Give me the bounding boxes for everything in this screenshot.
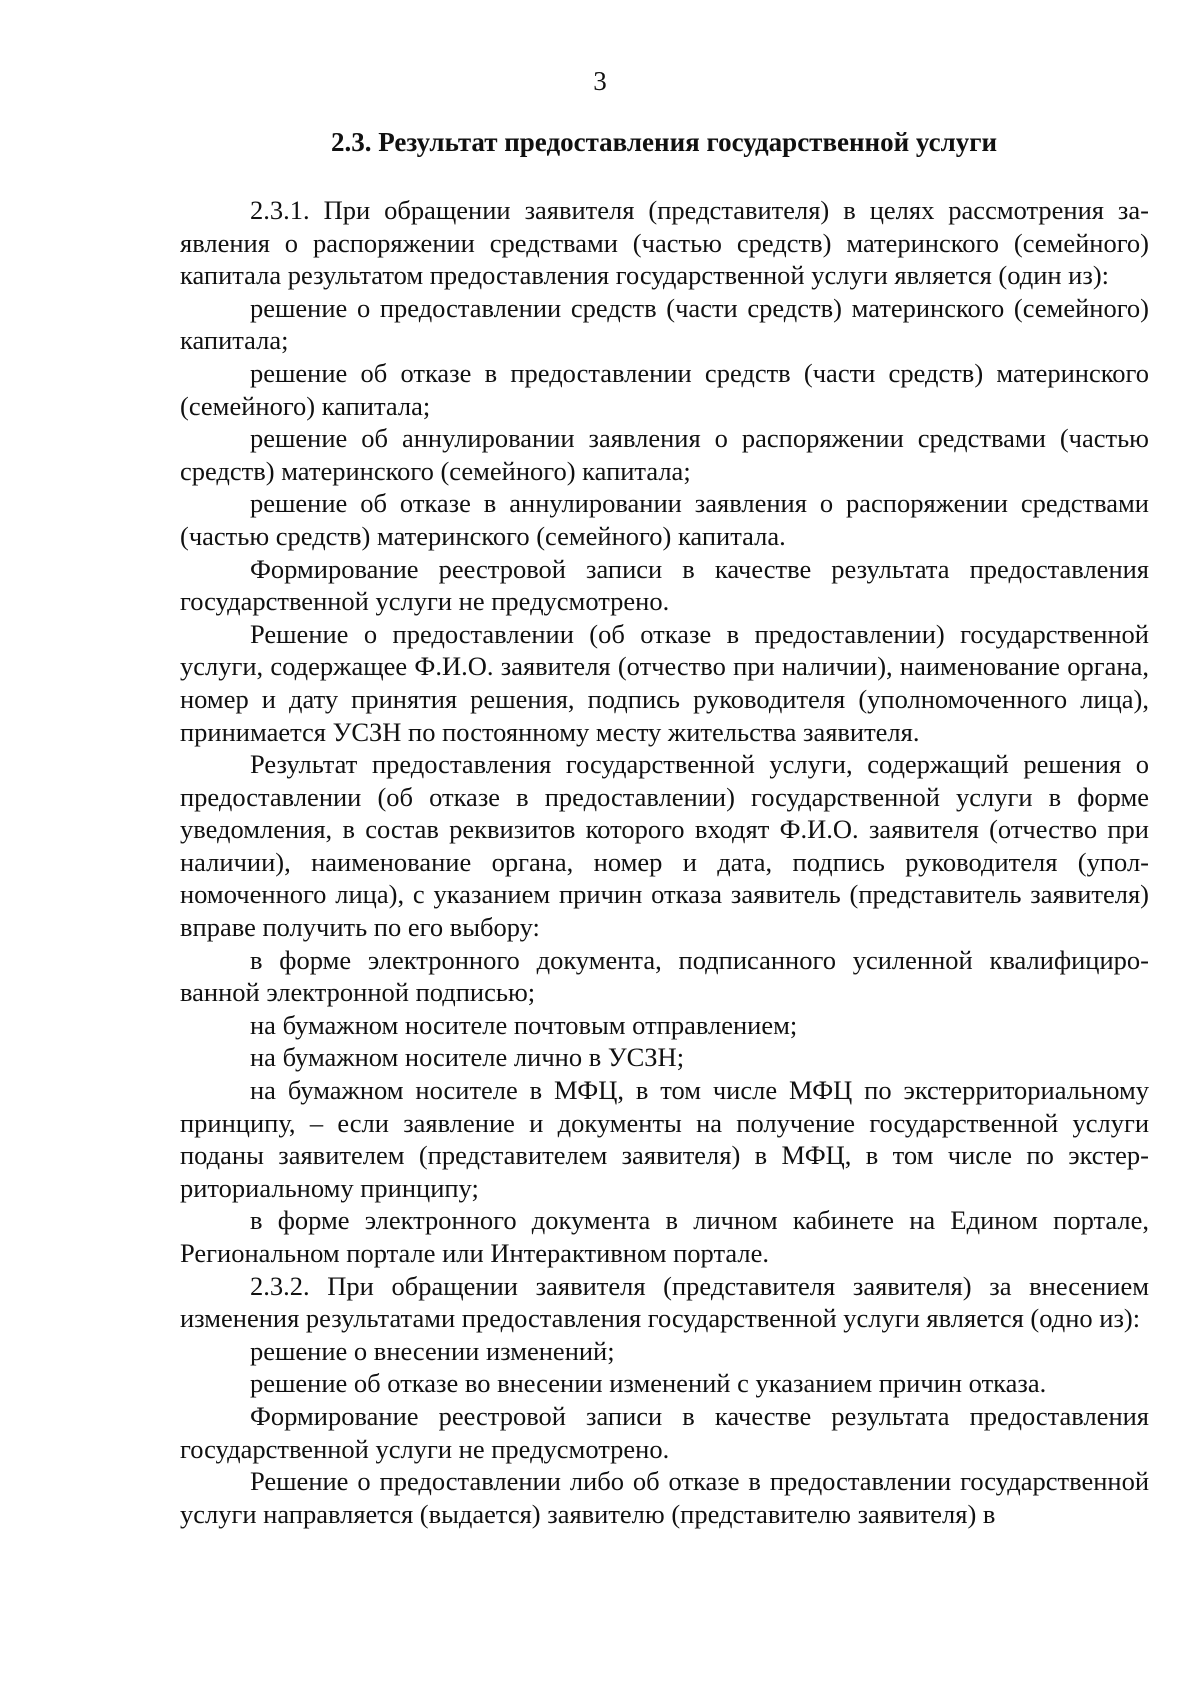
section-title: 2.3. Результат предоставления государственной услуги bbox=[330, 127, 998, 157]
paragraph-2-3-1: 2.3.1. При обращении заявителя (представителя) в целях рассмотрения заявления о распоряжении средствами (частью средств) материнского (семейного) капитала результатом предоставления государственной услуги является (один из): bbox=[180, 195, 1149, 291]
page-number: 3 bbox=[593, 66, 607, 96]
paragraph-form-uszn: на бумажном носителе лично в УСЗН; bbox=[250, 1042, 685, 1073]
paragraph-form-portal: в форме электронного документа в личном кабинете на Едином портале, Региональном портале или Интерактивном портале. bbox=[180, 1205, 1149, 1268]
paragraph-2-3-2: 2.3.2. При обращении заявителя (представителя заявителя) за внесением изменения результатами предоставления государственной услуги является (одно из): bbox=[180, 1270, 1149, 1334]
paragraph-decision-refuse: решение об отказе в предоставлении средств (части средств) материнского (семейного) капитала; bbox=[180, 357, 1149, 421]
paragraph-decision-annul: решение об аннулировании заявления о распоряжении средствами (частью средств) материнского (семейного) капитала; bbox=[180, 423, 1149, 486]
paragraph-decision-details: Решение о предоставлении (об отказе в предоставлении) государственной услуги, содержащее Ф.И.О. заявителя (отчество при наличии), наименование органа, номер и дату принятия решения, подпись руководителя (уполномоченного лица), принимается УСЗН по постоянному месту жительства заявителя. bbox=[180, 618, 1149, 747]
document-body bbox=[180, 194, 1149, 1530]
paragraph-decision-refuse-annul: решение об отказе в аннулировании заявления о распоряжении средствами (частью средств) материнского (семейного) капитала. bbox=[180, 488, 1149, 551]
paragraph-decision-delivery: Решение о предоставлении либо об отказе в предоставлении государственной услуги направляется (выдается) заявителю (представителю заявителя) в bbox=[180, 1466, 1149, 1529]
paragraph-decision-refuse-amend: решение об отказе во внесении изменений с указанием причин отказа. bbox=[250, 1368, 1047, 1399]
paragraph-result-forms: Результат предоставления государственной услуги, содержащий решения о предоставлении (об отказе в предоставлении) государственной услуги в форме уведомления, в состав реквизитов которого входят Ф.И.О. заявителя (отчество при наличии), наименование органа, номер и дата, подпись руководителя (уполномоченного лица), с указанием причин отказа заявитель (представитель заявителя) вправе получить по его выбору: bbox=[180, 749, 1149, 943]
paragraph-form-mfc: на бумажном носителе в МФЦ, в том числе МФЦ по экстерриториальному принципу, – если заявление и документы на получение государственной услуги поданы заявителем (представителем заявителя) в МФЦ, в том числе по экстерриториальному принципу; bbox=[180, 1075, 1149, 1203]
paragraph-decision-amend: решение о внесении изменений; bbox=[250, 1335, 615, 1366]
paragraph-form-electronic-signature: в форме электронного документа, подписанного усиленной квалифицированной электронной подписью; bbox=[180, 944, 1149, 1008]
paragraph-decision-grant: решение о предоставлении средств (части средств) материнского (семейного) капитала; bbox=[180, 292, 1149, 356]
paragraph-form-post: на бумажном носителе почтовым отправлением; bbox=[250, 1009, 798, 1040]
paragraph-registry-record: Формирование реестровой записи в качестве результата предоставления государственной услуги не предусмотрено. bbox=[180, 553, 1149, 617]
paragraph-registry-record-2: Формирование реестровой записи в качестве результата предоставления государственной услуги не предусмотрено. bbox=[180, 1400, 1149, 1464]
